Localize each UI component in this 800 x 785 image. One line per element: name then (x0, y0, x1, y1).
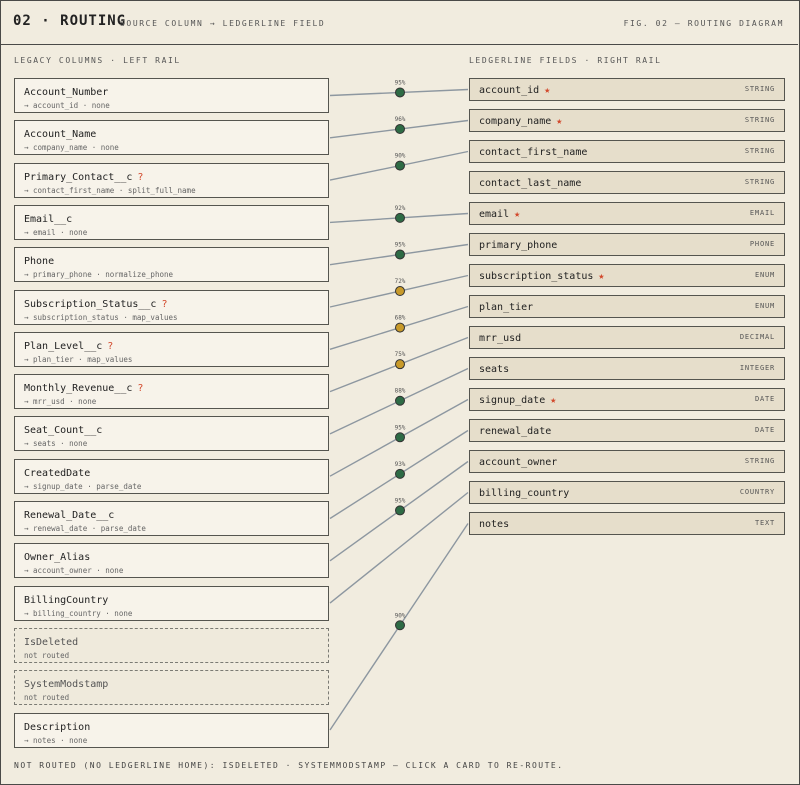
legacy-column-card[interactable] (14, 459, 329, 494)
legacy-column-name (24, 552, 90, 563)
legacy-column-route: → email · none (24, 227, 88, 237)
legacy-column-name (24, 468, 90, 479)
ledgerline-field-type: ENUM (754, 271, 775, 279)
ledgerline-field-type: TEXT (754, 519, 775, 527)
legacy-column-name (24, 172, 143, 183)
ledgerline-field-name (479, 364, 509, 375)
legacy-column-card[interactable] (14, 628, 329, 663)
legacy-column-card[interactable] (14, 543, 329, 578)
legacy-column-card[interactable] (14, 332, 329, 367)
legacy-column-card[interactable] (14, 290, 329, 325)
ledgerline-field-card[interactable] (469, 326, 785, 349)
legacy-column-name (24, 214, 72, 225)
legacy-column-name (24, 510, 114, 521)
confidence-node[interactable] (396, 396, 405, 405)
legacy-column-route: → company_name · none (24, 143, 119, 153)
legacy-column-name-text: CreatedDate (24, 467, 91, 479)
legacy-column-route: → subscription_status · map_values (24, 312, 178, 322)
legacy-column-card[interactable] (14, 163, 329, 198)
ledgerline-field-card[interactable] (469, 481, 785, 504)
confidence-node[interactable] (396, 161, 405, 170)
ledgerline-field-type: STRING (744, 85, 775, 93)
legacy-column-name (24, 425, 102, 436)
legacy-column-name (24, 129, 96, 140)
ledgerline-field-card[interactable] (469, 78, 785, 101)
legacy-column-card[interactable] (14, 713, 329, 748)
legacy-column-name-text: Primary_Contact__c (24, 171, 133, 183)
legacy-column-card[interactable] (14, 501, 329, 536)
page-title: 02 · ROUTING (13, 13, 127, 29)
legacy-column-card[interactable] (14, 586, 329, 621)
ledgerline-field-name-text: signup_date (479, 395, 546, 406)
confidence-node[interactable] (396, 360, 405, 369)
legacy-column-name-text: Seat_Count__c (24, 425, 103, 437)
legacy-column-card[interactable] (14, 416, 329, 451)
ledgerline-field-type: STRING (744, 147, 775, 155)
required-star-icon: ★ (514, 209, 521, 220)
ledgerline-field-name (479, 426, 551, 437)
ledgerline-field-type: COUNTRY (739, 488, 775, 496)
left-rail-label: LEGACY COLUMNS · LEFT RAIL (14, 56, 181, 65)
ledgerline-field-name (479, 116, 562, 127)
confidence-node[interactable] (396, 506, 405, 515)
ledgerline-field-name-text: subscription_status (479, 271, 594, 282)
legacy-column-name-text: Subscription_Status__c (24, 298, 157, 310)
confidence-node[interactable] (396, 469, 405, 478)
question-mark-icon: ? (107, 340, 114, 352)
ledgerline-field-type: STRING (744, 178, 775, 186)
ledgerline-field-name (479, 240, 557, 251)
ledgerline-field-card[interactable] (469, 264, 785, 287)
legacy-column-name-text: Account_Name (24, 129, 97, 141)
legacy-column-name (24, 256, 54, 267)
question-mark-icon: ? (161, 298, 168, 310)
legacy-column-route: → plan_tier · map_values (24, 354, 133, 364)
ledgerline-field-card[interactable] (469, 171, 785, 194)
confidence-node[interactable] (396, 125, 405, 134)
confidence-label: 90% (394, 612, 406, 620)
legacy-column-name (24, 722, 90, 733)
ledgerline-field-type: DATE (754, 395, 775, 403)
confidence-label: 93% (394, 460, 406, 468)
ledgerline-field-name (479, 395, 556, 406)
legacy-column-name (24, 637, 78, 648)
ledgerline-field-name-text: contact_last_name (479, 178, 582, 189)
ledgerline-field-type: PHONE (749, 240, 775, 248)
confidence-node[interactable] (396, 433, 405, 442)
legacy-column-route: → signup_date · parse_date (24, 481, 142, 491)
legacy-column-card[interactable] (14, 120, 329, 155)
legacy-column-name-text: Phone (24, 256, 55, 268)
ledgerline-field-name-text: billing_country (479, 488, 570, 499)
ledgerline-field-card[interactable] (469, 295, 785, 318)
legacy-column-name-text: IsDeleted (24, 636, 79, 648)
confidence-node[interactable] (396, 250, 405, 259)
page-subtitle: SOURCE COLUMN → LEDGERLINE FIELD (120, 19, 326, 28)
ledgerline-field-name (479, 178, 581, 189)
ledgerline-field-type: ENUM (754, 302, 775, 310)
legacy-column-route: → account_id · none (24, 101, 110, 110)
legacy-column-name (24, 87, 108, 98)
legacy-column-name-text: Account_Number (24, 87, 109, 98)
legacy-column-name-text: Plan_Level__c (24, 340, 103, 352)
legacy-column-route: → notes · none (24, 735, 88, 745)
legacy-column-name-text: BillingCountry (24, 594, 109, 606)
footer-note: NOT ROUTED (NO LEDGERLINE HOME): ISDELETED · SYSTEMMODSTAMP — CLICK A CARD TO RE-ROUTE. (14, 761, 564, 770)
required-star-icon: ★ (556, 116, 563, 127)
legacy-column-route: not routed (24, 650, 70, 660)
confidence-label: 96% (394, 116, 406, 124)
legacy-column-card[interactable] (14, 247, 329, 282)
legacy-column-route: not routed (24, 693, 70, 703)
legacy-column-route: → renewal_date · parse_date (24, 524, 146, 533)
ledgerline-field-name (479, 271, 604, 282)
ledgerline-field-type: EMAIL (749, 209, 775, 217)
ledgerline-field-name-text: account_owner (479, 457, 558, 468)
legacy-column-name (24, 383, 143, 394)
legacy-column-card[interactable] (14, 78, 329, 113)
confidence-node[interactable] (396, 323, 405, 332)
legacy-column-name-text: SystemModstamp (24, 679, 109, 691)
ledgerline-field-card[interactable] (469, 202, 785, 225)
ledgerline-field-name (479, 488, 569, 499)
legacy-column-card[interactable] (14, 670, 329, 705)
confidence-node[interactable] (396, 287, 405, 296)
ledgerline-field-name (479, 333, 521, 344)
ledgerline-field-name (479, 85, 550, 96)
figure-label: FIG. 02 — ROUTING DIAGRAM (623, 19, 784, 28)
ledgerline-field-type: STRING (744, 457, 775, 465)
legacy-column-card[interactable] (14, 205, 329, 240)
confidence-label: 95% (394, 497, 406, 505)
ledgerline-field-type: DATE (754, 426, 775, 434)
confidence-label: 95% (394, 424, 406, 432)
legacy-column-route: → billing_country · none (24, 608, 133, 618)
ledgerline-field-card[interactable] (469, 109, 785, 132)
ledgerline-field-name (479, 147, 587, 158)
legacy-column-name (24, 595, 108, 606)
ledgerline-field-name-text: contact_first_name (479, 147, 588, 158)
confidence-label: 72% (394, 278, 406, 286)
ledgerline-field-card[interactable] (469, 419, 785, 442)
confidence-label: 90% (394, 152, 406, 160)
ledgerline-field-name-text: mrr_usd (479, 333, 522, 344)
ledgerline-field-name (479, 302, 533, 313)
legacy-column-name-text: Email__c (24, 213, 73, 225)
confidence-label: 68% (394, 314, 406, 322)
legacy-column-route: → seats · none (24, 439, 88, 449)
confidence-label: 95% (394, 79, 406, 87)
ledgerline-field-name-text: seats (479, 364, 510, 375)
legacy-column-route: → contact_first_name · split_full_name (24, 185, 196, 195)
question-mark-icon: ? (137, 383, 144, 395)
ledgerline-field-name (479, 209, 520, 220)
ledgerline-field-name-text: renewal_date (479, 426, 552, 437)
ledgerline-field-card[interactable] (469, 450, 785, 473)
ledgerline-field-type: STRING (744, 116, 775, 124)
required-star-icon: ★ (550, 395, 557, 406)
ledgerline-field-type: INTEGER (739, 364, 775, 372)
legacy-column-name-text: Monthly_Revenue__c (24, 383, 133, 395)
required-star-icon: ★ (544, 85, 551, 96)
legacy-column-route: → account_owner · none (24, 566, 124, 576)
legacy-column-name (24, 679, 108, 690)
ledgerline-field-name-text: email (479, 209, 510, 220)
confidence-node[interactable] (396, 621, 405, 630)
ledgerline-field-name-text: company_name (479, 116, 552, 127)
ledgerline-field-card[interactable] (469, 233, 785, 256)
ledgerline-field-card[interactable] (469, 357, 785, 380)
legacy-column-name (24, 299, 167, 310)
required-star-icon: ★ (598, 271, 605, 282)
ledgerline-field-name-text: plan_tier (479, 302, 534, 313)
ledgerline-field-name-text: primary_phone (479, 240, 558, 251)
ledgerline-field-name-text: account_id (479, 85, 540, 96)
ledgerline-field-card[interactable] (469, 388, 785, 411)
ledgerline-field-name-text: notes (479, 519, 510, 530)
legacy-column-name-text: Owner_Alias (24, 552, 91, 564)
legacy-column-name (24, 341, 113, 352)
legacy-column-card[interactable] (14, 374, 329, 409)
right-rail-label: LEDGERLINE FIELDS · RIGHT RAIL (469, 56, 662, 65)
ledgerline-field-card[interactable] (469, 512, 785, 535)
confidence-label: 92% (394, 204, 406, 212)
legacy-column-route: → primary_phone · normalize_phone (24, 270, 174, 280)
question-mark-icon: ? (137, 171, 144, 183)
ledgerline-field-card[interactable] (469, 140, 785, 163)
confidence-node[interactable] (396, 213, 405, 222)
legacy-column-name-text: Renewal_Date__c (24, 510, 115, 521)
ledgerline-field-name (479, 457, 557, 468)
legacy-column-route: → mrr_usd · none (24, 397, 97, 407)
confidence-label: 88% (394, 387, 406, 395)
ledgerline-field-name (479, 519, 509, 530)
confidence-node[interactable] (396, 88, 405, 97)
legacy-column-name-text: Description (24, 721, 91, 733)
confidence-label: 95% (394, 241, 406, 249)
confidence-label: 75% (394, 351, 406, 359)
ledgerline-field-type: DECIMAL (739, 333, 775, 341)
